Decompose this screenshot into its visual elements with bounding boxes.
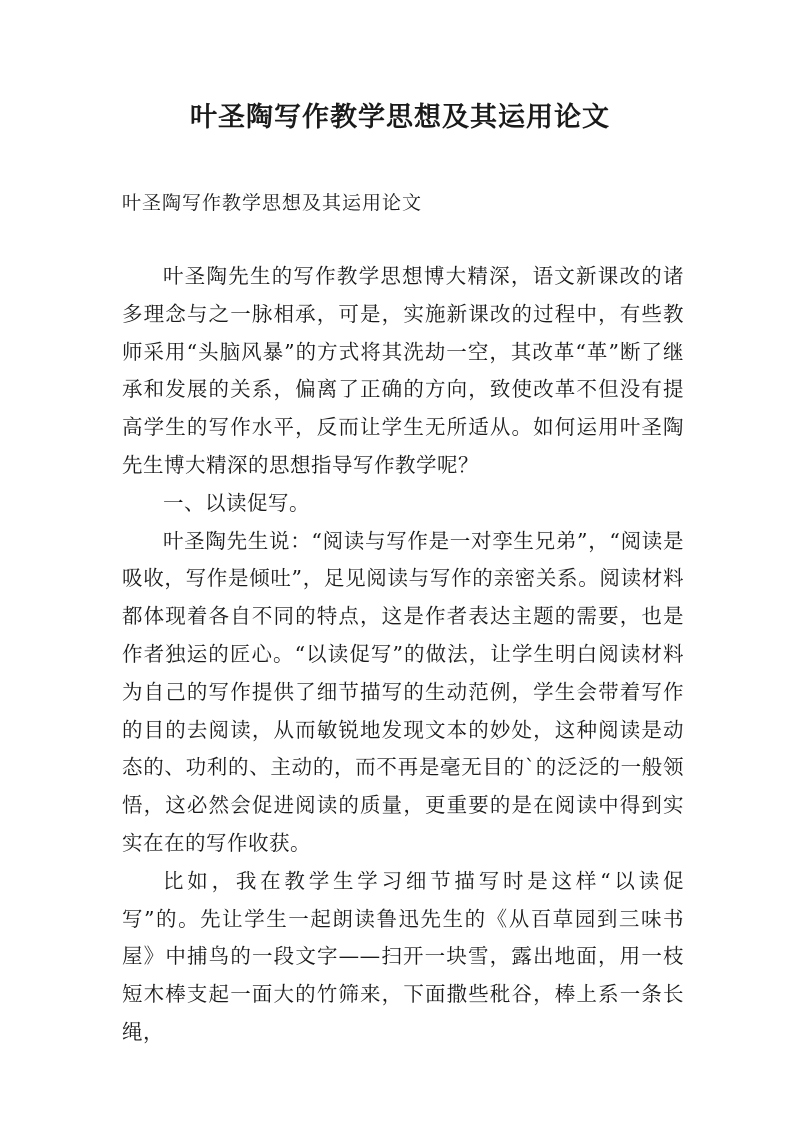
document-title: 叶圣陶写作教学思想及其运用论文 — [190, 102, 610, 133]
paragraph-reading-writing: 叶圣陶先生说：“阅读与写作是一对孪生兄弟”，“阅读是吸收，写作是倾吐”，足见阅读与写作的亲密关系。阅读材料都体现着各自不同的特点，这是作者表达主题的需要，也是作者独运的匠心。“以读促写”的做法，让学生明白阅读材料为自己的写作提供了细节描写的生动范例，学生会带着写作的目的去阅读，从而敏锐地发现文本的妙处，这种阅读是动态的、功利的、主动的，而不再是毫无目的`的泛泛的一般领悟，这必然会促进阅读的质量，更重要的是在阅读中得到实实在在的写作收获。 — [122, 528, 684, 855]
paragraph-example: 比如，我在教学生学习细节描写时是这样“以读促写”的。先让学生一起朗读鲁迅先生的《从百草园到三味书屋》中捕鸟的一段文字——扫开一块雪，露出地面，用一枝短木棒支起一面大的竹筛来，下面撒些秕谷，棒上系一条长绳， — [122, 868, 684, 1044]
section-heading: 一、以读促写。 — [163, 490, 310, 515]
document-subtitle: 叶圣陶写作教学思想及其运用论文 — [122, 192, 423, 214]
paragraph-intro: 叶圣陶先生的写作教学思想博大精深，语文新课改的诸多理念与之一脉相承，可是，实施新课改的过程中，有些教师采用“头脑风暴”的方式将其洗劫一空，其改革“革”断了继承和发展的关系，偏离了正确的方向，致使改革不但没有提高学生的写作水平，反而让学生无所适从。如何运用叶圣陶先生博大精深的思想指导写作教学呢？ — [122, 264, 684, 477]
document-body — [122, 258, 684, 1052]
